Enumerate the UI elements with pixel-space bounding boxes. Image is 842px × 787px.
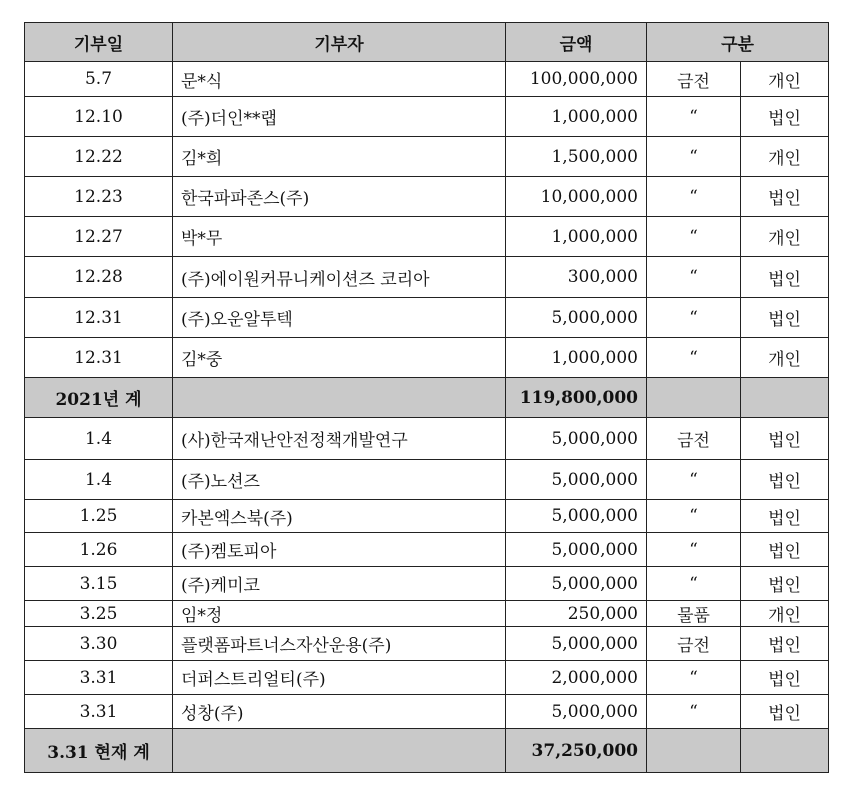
donation-type: “ xyxy=(647,97,741,137)
donation-date: 12.10 xyxy=(25,97,173,137)
donation-date: 12.27 xyxy=(25,217,173,257)
donor-entity: 법인 xyxy=(741,298,829,338)
table-row xyxy=(25,567,829,601)
total-amount: 119,800,000 xyxy=(506,378,647,418)
donor-entity: 개인 xyxy=(741,137,829,177)
donation-amount: 100,000,000 xyxy=(506,62,647,97)
donation-date: 3.25 xyxy=(25,601,173,627)
donation-date: 1.4 xyxy=(25,460,173,500)
table-row xyxy=(25,298,829,338)
table-row xyxy=(25,137,829,177)
table-row xyxy=(25,97,829,137)
donation-date: 12.31 xyxy=(25,338,173,378)
donor-entity: 법인 xyxy=(741,97,829,137)
table-row xyxy=(25,217,829,257)
donation-amount: 5,000,000 xyxy=(506,695,647,729)
table-row xyxy=(25,500,829,533)
donation-amount: 1,000,000 xyxy=(506,97,647,137)
donation-date: 5.7 xyxy=(25,62,173,97)
donation-date: 3.30 xyxy=(25,627,173,661)
header-category: 구분 xyxy=(647,23,829,62)
donor-entity: 법인 xyxy=(741,177,829,217)
donor-name: 성창(주) xyxy=(173,695,506,729)
donation-type: 물품 xyxy=(647,601,741,627)
donor-name: 더퍼스트리얼티(주) xyxy=(173,661,506,695)
donor-name: (주)케미코 xyxy=(173,567,506,601)
donor-entity: 법인 xyxy=(741,500,829,533)
donation-type: “ xyxy=(647,217,741,257)
donation-date: 12.23 xyxy=(25,177,173,217)
header-donor: 기부자 xyxy=(173,23,506,62)
donation-amount: 1,000,000 xyxy=(506,338,647,378)
donation-amount: 300,000 xyxy=(506,257,647,298)
total-label: 2021년 계 xyxy=(25,378,173,418)
donor-entity: 개인 xyxy=(741,62,829,97)
donor-name: 임*정 xyxy=(173,601,506,627)
donor-name: 플랫폼파트너스자산운용(주) xyxy=(173,627,506,661)
donation-amount: 5,000,000 xyxy=(506,533,647,567)
donation-amount: 5,000,000 xyxy=(506,567,647,601)
donation-date: 12.22 xyxy=(25,137,173,177)
total-amount: 37,250,000 xyxy=(506,729,647,773)
donor-name: (주)오운알투텍 xyxy=(173,298,506,338)
donor-name: (주)더인**랩 xyxy=(173,97,506,137)
donor-entity: 법인 xyxy=(741,661,829,695)
donor-name: (주)에이원커뮤니케이션즈 코리아 xyxy=(173,257,506,298)
donor-name: (주)노션즈 xyxy=(173,460,506,500)
header-date: 기부일 xyxy=(25,23,173,62)
donation-amount: 250,000 xyxy=(506,601,647,627)
table-row xyxy=(25,257,829,298)
donation-date: 3.31 xyxy=(25,661,173,695)
donor-name: (사)한국재난안전정책개발연구 xyxy=(173,418,506,460)
donation-date: 12.28 xyxy=(25,257,173,298)
total-row xyxy=(25,378,829,418)
donation-type: 금전 xyxy=(647,627,741,661)
donor-name: (주)켐토피아 xyxy=(173,533,506,567)
donation-amount: 5,000,000 xyxy=(506,298,647,338)
table-row xyxy=(25,460,829,500)
donor-entity: 법인 xyxy=(741,627,829,661)
header-row xyxy=(25,23,829,62)
donation-amount: 1,000,000 xyxy=(506,217,647,257)
table-row xyxy=(25,695,829,729)
donor-name: 김*중 xyxy=(173,338,506,378)
total-entity-empty xyxy=(741,378,829,418)
donor-name: 카본엑스북(주) xyxy=(173,500,506,533)
donor-name: 박*무 xyxy=(173,217,506,257)
donation-date: 1.4 xyxy=(25,418,173,460)
donation-date: 3.31 xyxy=(25,695,173,729)
donor-entity: 법인 xyxy=(741,257,829,298)
total-entity-empty xyxy=(741,729,829,773)
donation-type: “ xyxy=(647,567,741,601)
donation-date: 1.25 xyxy=(25,500,173,533)
donation-type: 금전 xyxy=(647,418,741,460)
donation-amount: 1,500,000 xyxy=(506,137,647,177)
donation-type: “ xyxy=(647,533,741,567)
donation-type: 금전 xyxy=(647,62,741,97)
donation-date: 1.26 xyxy=(25,533,173,567)
table-row xyxy=(25,661,829,695)
total-label: 3.31 현재 계 xyxy=(25,729,173,773)
donor-entity: 법인 xyxy=(741,533,829,567)
donation-date: 3.15 xyxy=(25,567,173,601)
donor-name: 김*희 xyxy=(173,137,506,177)
donation-amount: 5,000,000 xyxy=(506,500,647,533)
donor-entity: 법인 xyxy=(741,695,829,729)
donation-amount: 5,000,000 xyxy=(506,418,647,460)
total-type-empty xyxy=(647,378,741,418)
donor-name: 한국파파존스(주) xyxy=(173,177,506,217)
donation-type: “ xyxy=(647,298,741,338)
donation-amount: 5,000,000 xyxy=(506,627,647,661)
donor-entity: 개인 xyxy=(741,601,829,627)
total-type-empty xyxy=(647,729,741,773)
table-row xyxy=(25,418,829,460)
table-row xyxy=(25,601,829,627)
donation-type: “ xyxy=(647,695,741,729)
donor-entity: 법인 xyxy=(741,567,829,601)
donor-entity: 개인 xyxy=(741,338,829,378)
donation-type: “ xyxy=(647,661,741,695)
donation-table xyxy=(24,22,829,773)
table-row xyxy=(25,177,829,217)
total-donor-empty xyxy=(173,378,506,418)
donation-type: “ xyxy=(647,500,741,533)
donation-type: “ xyxy=(647,177,741,217)
donation-amount: 2,000,000 xyxy=(506,661,647,695)
table-row xyxy=(25,533,829,567)
donation-type: “ xyxy=(647,460,741,500)
donation-date: 12.31 xyxy=(25,298,173,338)
donation-type: “ xyxy=(647,257,741,298)
donor-entity: 개인 xyxy=(741,217,829,257)
donor-name: 문*식 xyxy=(173,62,506,97)
donation-type: “ xyxy=(647,338,741,378)
table-row xyxy=(25,62,829,97)
donor-entity: 법인 xyxy=(741,418,829,460)
donor-entity: 법인 xyxy=(741,460,829,500)
total-row xyxy=(25,729,829,773)
donation-amount: 10,000,000 xyxy=(506,177,647,217)
table-row xyxy=(25,338,829,378)
header-amount: 금액 xyxy=(506,23,647,62)
donation-amount: 5,000,000 xyxy=(506,460,647,500)
donation-type: “ xyxy=(647,137,741,177)
total-donor-empty xyxy=(173,729,506,773)
table-row xyxy=(25,627,829,661)
